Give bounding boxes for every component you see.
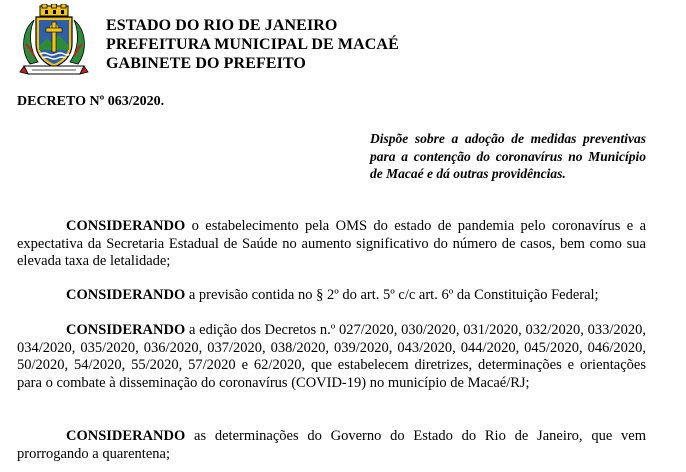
considering-paragraph — [17, 287, 646, 305]
prefecture-name: PREFEITURA MUNICIPAL DE MACAÉ — [106, 36, 399, 53]
considering-paragraph — [17, 428, 646, 463]
mural-crown — [40, 4, 68, 16]
letterhead — [106, 16, 399, 73]
considering-label: CONSIDERANDO — [66, 428, 186, 444]
paragraph-text: as determinações do Governo do Estado do Rio de Janeiro, que vem prorrogando a quarentena; — [17, 428, 646, 462]
paragraph-text: a previsão contida no § 2º do art. 5º c/c art. 6º da Constituição Federal; — [185, 287, 599, 303]
state-name: ESTADO DO RIO DE JANEIRO — [106, 17, 338, 34]
coat-of-arms-icon — [16, 4, 92, 78]
office-name: GABINETE DO PREFEITO — [106, 55, 306, 72]
paragraph-text: o estabelecimento pela OMS do estado de pandemia pelo coronavírus e a expectativa da Secretaria Estadual de Saúde no aumento significativo do número de casos, bem como sua elevada taxa de letalidade; — [17, 218, 646, 269]
considering-label: CONSIDERANDO — [66, 322, 186, 338]
considering-paragraph — [17, 218, 646, 271]
paragraph-text: a edição dos Decretos n.º 027/2020, 030/2020, 031/2020, 032/2020, 033/2020, 034/2020, 035/2020, 036/2020, 037/2020, 038/2020, 039/2020, 043/2020, 044/2020, 045/2020, 046/2020, 50/2020, 54/2020, 55/2020, 57/2020 e 62/2020, que estabelecem diretrizes, determinações e orientações para o combate à disseminação do coronavírus (COVID-19) no município de Macaé/RJ; — [17, 322, 646, 391]
considering-label: CONSIDERANDO — [66, 287, 186, 303]
considering-paragraph — [17, 322, 646, 392]
decree-number: DECRETO Nº 063/2020. — [17, 94, 165, 109]
considering-label: CONSIDERANDO — [66, 218, 186, 234]
decree-summary: Dispõe sobre a adoção de medidas preventivas para a contenção do coronavírus no Município de Macaé e dá outras providências. — [370, 131, 646, 181]
